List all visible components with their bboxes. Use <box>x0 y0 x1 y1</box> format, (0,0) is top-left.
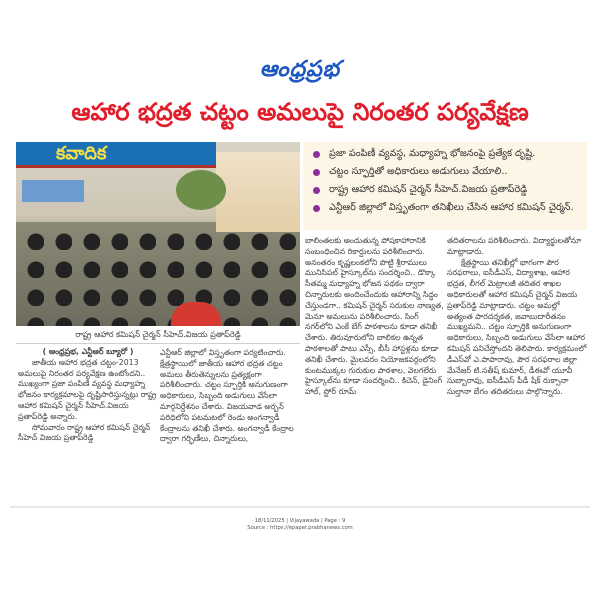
highlight-text: ప్రజా పంపిణీ వ్యవస్థ, మధ్యాహ్న భోజనంపై ప్రత్యేక దృష్టి. <box>329 148 536 159</box>
article-paragraph: ఎన్టీఆర్ జిల్లాలో విస్తృతంగా పర్యటించారు. క్షేత్రస్థాయిలో జాతీయ ఆహార భద్రత చట్టం అమలు తీరుతెన్నులను ప్రత్యక్షంగా పరిశీలించారు. చట్టం స్ఫూర్తికి అనుగుణంగా అధికారులు, సిబ్బంది అడుగులు వేసేలా మార్గనిర్దేశనం చేశారు. విజయవాడ అర్బన్ పరిధిలోని పటమటలో రెండు అంగన్వాడీ కేంద్రాలను తనిఖీ చేశారు. అంగన్వాడీ కేంద్రాల ద్వారా గర్భిణీలు, చిన్నారులు, <box>160 348 294 444</box>
highlight-item <box>309 182 581 198</box>
photo-banner: కవాదిక <box>16 142 216 168</box>
footer <box>0 518 600 532</box>
highlight-item <box>309 146 581 162</box>
news-photo <box>16 142 300 326</box>
article-paragraph: జాతీయ ఆహార భద్రత చట్టం-2013 అమలుపై నిరంతర పర్యవేక్షణ ఉంటోందని.. ముఖ్యంగా ప్రజా పంపిణీ వ్యవస్థ మధ్యాహ్న భోజనం కార్యక్రమాలపై దృష్టిసారిస్తున్నట్లు రాష్ట్ర ఆహార కమిషన్ చైర్మన్ సీహెచ్.విజయ ప్రతాప్‌రెడ్డి అన్నారు. <box>18 357 157 421</box>
highlights-box <box>303 142 587 230</box>
headline: ఆహార భద్రత చట్టం అమలుపై నిరంతర పర్యవేక్షణ <box>71 98 529 126</box>
photo-caption: రాష్ట్ర ఆహార కమిషన్ చైర్మన్ సీహెచ్.విజయ ప్రతాప్‌రెడ్డి <box>75 330 241 339</box>
highlight-text: రాష్ట్ర ఆహార కమిషన్ చైర్మన్ సీహెచ్.విజయ ప్రతాప్‌రెడ్డి <box>329 184 528 195</box>
caption-divider <box>16 343 300 344</box>
article-column-4 <box>447 236 587 398</box>
bullet-icon <box>313 187 320 194</box>
photo-building <box>216 152 300 232</box>
footer-source-link[interactable]: Source : https://epaper.prabhanews.com <box>247 525 353 531</box>
article-column-3 <box>305 236 445 398</box>
bottom-divider <box>10 506 590 508</box>
article-paragraph: బాలింతలకు అందుతున్న పోషకాహారానికి సంబంధించిన రికార్డులను పరిశీలించారు. అనంతరం కృష్ణలంకలోని పొట్టి శ్రీరాములు మునిసిపల్ హైస్కూల్‌ను సందర్శించి.. డొక్కా సీతమ్మ మధ్యాహ్న భోజన పథకం ద్వారా చిన్నారులకు అందించేందుకు ఆహారాన్ని సిద్ధం చేస్తుండగా.. కమిషన్ చైర్మన్ సరుకుల నాణ్యత, మెనూ అమలును పరిశీలించారు. సింగ్ నగర్‌లోని ఎంకే బేగ్ పాఠశాలను కూడా తనిఖీ చేశారు. తిరువూరులోని బాలికల ఉన్నత పాఠశాలతో పాటు ఎస్సీ, బీసీ హాస్టళ్లను కూడా తనిఖీ చేశారు. మైలవరం నియోజకవర్గంలోని కుంటముక్కల గురుకుల పాఠశాల, వెలగలేరు హైస్కూల్‌ను కూడా సందర్శించి.. కిచెన్, డైనింగ్ హాల్, స్టోర్ రూమ్ <box>305 236 444 397</box>
footer-date-edition: 18/11/2025 | Vijayawada | Page : 9 <box>254 518 346 524</box>
photo-poster <box>22 180 84 202</box>
photo-figure <box>171 302 221 326</box>
highlight-item <box>309 200 581 216</box>
photo-tree <box>176 170 226 210</box>
byline: ( ఆంధ్రప్రభ, ఎన్టీఆర్ బ్యూరో ) <box>42 347 134 356</box>
article-column-2 <box>160 348 300 445</box>
highlight-item <box>309 164 581 180</box>
article-paragraph: తదితరాలను పరిశీలించారు. విద్యార్థులతోనూ మాట్లాడారు. <box>447 236 582 256</box>
article-paragraph: సోమవారం రాష్ట్ర ఆహార కమిషన్ చైర్మన్ సీహెచ్ విజయ ప్రతాప్‌రెడ్డి <box>18 422 151 443</box>
article-column-1 <box>18 347 158 444</box>
article-paragraph: క్షేత్రస్థాయి తనిఖీల్లో భాగంగా పౌర సరఫరాలు, ఐసీడీఎస్, విద్యాశాఖ, ఆహార భద్రత, లీగల్ మెట్రాలజీ తదితర శాఖల అధికారులతో ఆహార కమిషన్ చైర్మన్ విజయ ప్రతాప్‌రెడ్డి మాట్లాడారు. చట్టం అమల్లో అత్యంత పారదర్శకత, జవాబుదారీతనం ముఖ్యమని.. చట్టం స్ఫూర్తికి అనుగుణంగా అధికారులు, సిబ్బంది అడుగులు వేసేలా ఆహార కమిషన్ పనిచేస్తోందని తెలిపారు. కార్యక్రమంలో డీఎస్‌వో ఎ.పాపారావు, పౌర సరఫరాల జిల్లా మేనేజర్ టి.సతీష్ కుమార్, డీఈవో యూవీ సుబ్బారావు, ఐసీడీఎస్ పీడీ షేక్ రుక్సానా సుల్తానా బేగం తదితరులు పాల్గొన్నారు. <box>447 257 587 397</box>
highlight-text: చట్టం స్ఫూర్తితో అధికారులు అడుగులు వేయాలి.. <box>329 166 508 177</box>
photo-crowd <box>16 222 300 326</box>
highlight-text: ఎన్టీఆర్ జిల్లాలో విస్తృతంగా తనిఖీలు చేసిన ఆహార కమిషన్ చైర్మన్. <box>329 202 574 213</box>
newspaper-name: ఆంధ్రప్రభ <box>259 55 341 82</box>
bullet-icon <box>313 205 320 212</box>
masthead-logo <box>218 56 382 86</box>
bullet-icon <box>313 151 320 158</box>
bullet-icon <box>313 169 320 176</box>
